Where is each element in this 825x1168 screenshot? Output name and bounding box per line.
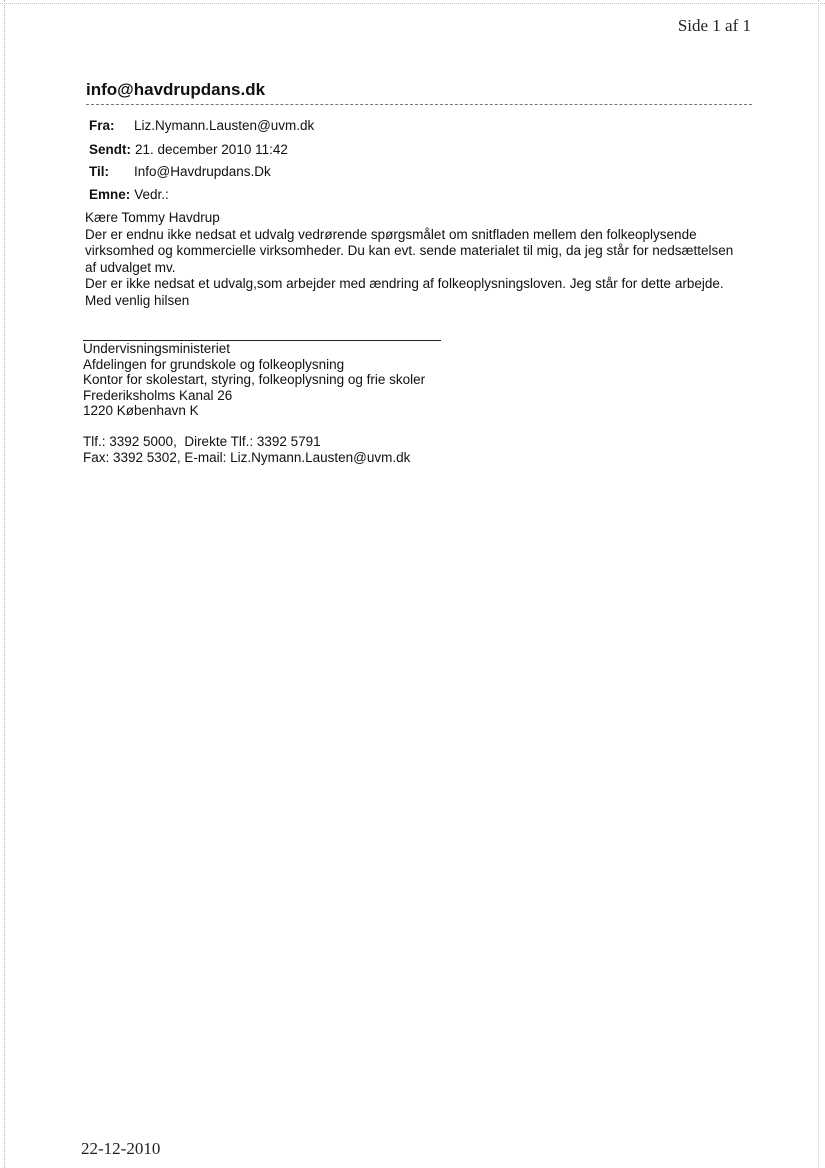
scan-edge-top <box>0 3 825 4</box>
contact-block <box>83 434 583 465</box>
header-from-row <box>89 118 314 133</box>
contact-fax-email: Fax: 3392 5302, E-mail: Liz.Nymann.Lausten@uvm.dk <box>83 449 411 465</box>
signature-organization: Undervisningsministeriet <box>83 341 231 356</box>
from-label: Fra: <box>89 118 115 133</box>
email-body <box>85 210 735 310</box>
header-to-row <box>89 164 271 179</box>
scan-edge-left <box>4 0 5 1168</box>
signature-street: Frederiksholms Kanal 26 <box>83 387 233 403</box>
subject-label: Emne: <box>89 187 131 202</box>
signature-department: Afdelingen for grundskole og folkeoplysning <box>83 356 345 372</box>
contact-phone: Tlf.: 3392 5000, Direkte Tlf.: 3392 5791 <box>83 434 321 449</box>
title-divider <box>86 104 752 105</box>
from-value: Liz.Nymann.Lausten@uvm.dk <box>134 118 315 133</box>
mailbox-title: info@havdrupdans.dk <box>86 80 266 99</box>
greeting: Kære Tommy Havdrup <box>85 210 220 225</box>
sent-label: Sendt: <box>89 142 131 157</box>
signature-office: Kontor for skolestart, styring, folkeoplysning og frie skoler <box>83 372 426 387</box>
print-date: 22-12-2010 <box>81 1139 161 1158</box>
closing: Med venlig hilsen <box>85 292 190 308</box>
sent-value: 21. december 2010 11:42 <box>135 142 288 157</box>
signature-city: 1220 København K <box>83 403 199 418</box>
page-number-label: Side 1 af 1 <box>677 16 751 35</box>
subject-value: Vedr.: <box>134 187 169 202</box>
header-sent-row <box>89 142 288 157</box>
body-paragraph-2: Der er ikke nedsat et udvalg,som arbejder med ændring af folkeoplysningsloven. Jeg står for dette arbejde. <box>85 276 724 292</box>
to-label: Til: <box>89 164 109 179</box>
to-value: Info@Havdrupdans.Dk <box>134 164 271 179</box>
header-subject-row <box>89 187 169 202</box>
body-paragraph-1: Der er endnu ikke nedsat et udvalg vedrørende spørgsmålet om snitfladen mellem den folkeoplysende virksomhed og kommercielle virksomheder. Du kan evt. sende materialet til mig, da jeg står for nedsættelsen af udvalget mv. <box>85 226 734 275</box>
scan-edge-right <box>818 0 819 1168</box>
signature-block <box>83 341 583 419</box>
